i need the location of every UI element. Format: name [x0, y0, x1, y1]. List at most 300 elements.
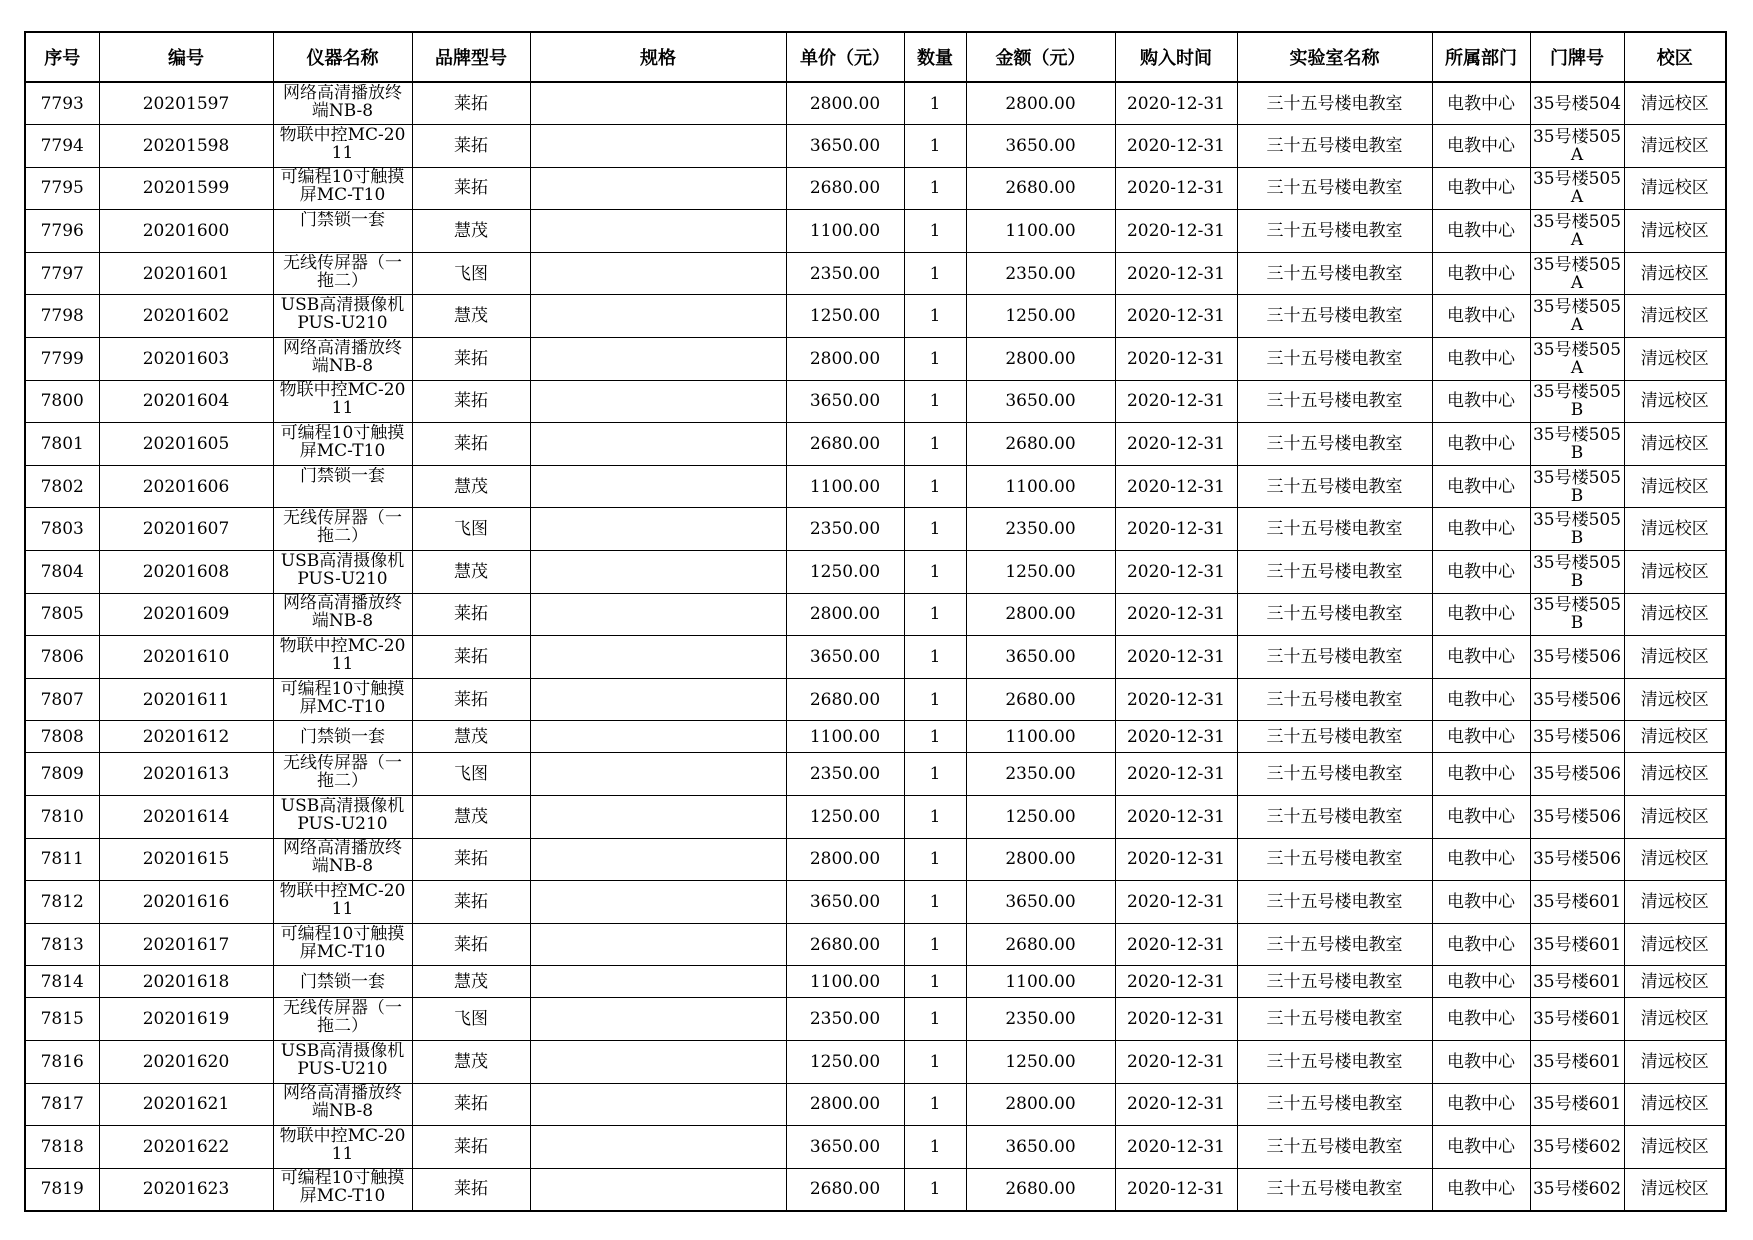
room-number-text: 35号楼505B	[1532, 553, 1622, 590]
cell-campus: 清远校区	[1624, 796, 1726, 839]
table-row	[25, 1083, 1726, 1126]
cell-brand: 莱拓	[412, 923, 530, 966]
cell-code: 20201620	[99, 1040, 273, 1083]
cell-lab: 三十五号楼电教室	[1237, 998, 1432, 1041]
cell-room	[1530, 1040, 1624, 1083]
table-row	[25, 1040, 1726, 1083]
cell-amount: 2800.00	[966, 1083, 1115, 1126]
asset-table	[24, 31, 1727, 1212]
cell-spec	[530, 881, 786, 924]
cell-amount: 2800.00	[966, 593, 1115, 636]
room-number-text: 35号楼602	[1532, 1180, 1622, 1199]
cell-room	[1530, 508, 1624, 551]
cell-price: 2680.00	[786, 423, 904, 466]
cell-date: 2020-12-31	[1115, 551, 1237, 594]
cell-seq: 7799	[25, 338, 99, 381]
cell-spec	[530, 508, 786, 551]
cell-qty: 1	[904, 678, 966, 721]
cell-code: 20201604	[99, 380, 273, 423]
cell-price: 1100.00	[786, 465, 904, 508]
cell-price: 3650.00	[786, 125, 904, 168]
cell-room	[1530, 167, 1624, 210]
cell-qty: 1	[904, 465, 966, 508]
cell-qty: 1	[904, 721, 966, 753]
cell-brand: 慧茂	[412, 966, 530, 998]
header-name: 仪器名称	[273, 32, 412, 82]
cell-name	[273, 167, 412, 210]
cell-date: 2020-12-31	[1115, 1040, 1237, 1083]
cell-brand: 莱拓	[412, 881, 530, 924]
cell-price: 1250.00	[786, 1040, 904, 1083]
cell-price: 3650.00	[786, 1126, 904, 1169]
cell-campus: 清远校区	[1624, 210, 1726, 253]
cell-room	[1530, 881, 1624, 924]
cell-code: 20201606	[99, 465, 273, 508]
cell-lab: 三十五号楼电教室	[1237, 82, 1432, 125]
cell-qty: 1	[904, 593, 966, 636]
table-row	[25, 721, 1726, 753]
room-number-text: 35号楼505A	[1532, 127, 1622, 164]
cell-dept: 电教中心	[1432, 508, 1530, 551]
cell-campus: 清远校区	[1624, 678, 1726, 721]
cell-lab: 三十五号楼电教室	[1237, 338, 1432, 381]
cell-lab: 三十五号楼电教室	[1237, 210, 1432, 253]
room-number-text: 35号楼506	[1532, 765, 1622, 784]
room-number-text: 35号楼506	[1532, 807, 1622, 826]
cell-brand: 莱拓	[412, 838, 530, 881]
cell-dept: 电教中心	[1432, 210, 1530, 253]
cell-seq: 7804	[25, 551, 99, 594]
cell-name	[273, 796, 412, 839]
cell-seq: 7809	[25, 753, 99, 796]
header-lab: 实验室名称	[1237, 32, 1432, 82]
cell-brand: 莱拓	[412, 125, 530, 168]
cell-room	[1530, 1168, 1624, 1211]
cell-spec	[530, 465, 786, 508]
cell-qty: 1	[904, 923, 966, 966]
cell-name	[273, 721, 412, 753]
cell-room	[1530, 998, 1624, 1041]
cell-amount: 3650.00	[966, 380, 1115, 423]
cell-spec	[530, 380, 786, 423]
cell-price: 1250.00	[786, 796, 904, 839]
cell-price: 2350.00	[786, 252, 904, 295]
cell-lab: 三十五号楼电教室	[1237, 295, 1432, 338]
room-number-text: 35号楼505A	[1532, 255, 1622, 292]
cell-brand: 飞图	[412, 508, 530, 551]
cell-seq: 7810	[25, 796, 99, 839]
cell-lab: 三十五号楼电教室	[1237, 593, 1432, 636]
cell-name	[273, 551, 412, 594]
cell-amount: 1250.00	[966, 1040, 1115, 1083]
cell-spec	[530, 210, 786, 253]
cell-lab: 三十五号楼电教室	[1237, 465, 1432, 508]
cell-qty: 1	[904, 295, 966, 338]
cell-code: 20201607	[99, 508, 273, 551]
cell-campus: 清远校区	[1624, 465, 1726, 508]
cell-qty: 1	[904, 338, 966, 381]
instrument-name-text: 门禁锁一套	[300, 971, 385, 992]
cell-campus: 清远校区	[1624, 295, 1726, 338]
cell-seq: 7808	[25, 721, 99, 753]
cell-name	[273, 923, 412, 966]
instrument-name-text: 门禁锁一套	[300, 466, 385, 486]
table-row	[25, 508, 1726, 551]
table-row	[25, 1126, 1726, 1169]
cell-lab: 三十五号楼电教室	[1237, 796, 1432, 839]
header-row	[25, 32, 1726, 82]
cell-name	[273, 838, 412, 881]
cell-amount: 2680.00	[966, 923, 1115, 966]
cell-campus: 清远校区	[1624, 551, 1726, 594]
cell-code: 20201608	[99, 551, 273, 594]
cell-spec	[530, 966, 786, 998]
cell-name	[273, 125, 412, 168]
cell-room	[1530, 966, 1624, 998]
cell-price: 2800.00	[786, 593, 904, 636]
cell-amount: 2350.00	[966, 753, 1115, 796]
cell-date: 2020-12-31	[1115, 423, 1237, 466]
cell-name	[273, 678, 412, 721]
cell-date: 2020-12-31	[1115, 593, 1237, 636]
cell-code: 20201603	[99, 338, 273, 381]
cell-campus: 清远校区	[1624, 1083, 1726, 1126]
cell-price: 1100.00	[786, 966, 904, 998]
cell-room	[1530, 338, 1624, 381]
cell-seq: 7817	[25, 1083, 99, 1126]
cell-seq: 7797	[25, 252, 99, 295]
cell-seq: 7811	[25, 838, 99, 881]
cell-spec	[530, 1168, 786, 1211]
cell-room	[1530, 923, 1624, 966]
cell-campus: 清远校区	[1624, 423, 1726, 466]
cell-spec	[530, 252, 786, 295]
cell-spec	[530, 338, 786, 381]
header-brand: 品牌型号	[412, 32, 530, 82]
cell-code: 20201601	[99, 252, 273, 295]
instrument-name-text: USB高清摄像机PUS-U210	[280, 296, 405, 334]
cell-campus: 清远校区	[1624, 1126, 1726, 1169]
cell-dept: 电教中心	[1432, 423, 1530, 466]
cell-code: 20201602	[99, 295, 273, 338]
cell-qty: 1	[904, 1083, 966, 1126]
cell-amount: 3650.00	[966, 1126, 1115, 1169]
header-dept: 所属部门	[1432, 32, 1530, 82]
cell-brand: 莱拓	[412, 1168, 530, 1211]
cell-code: 20201598	[99, 125, 273, 168]
cell-dept: 电教中心	[1432, 465, 1530, 508]
cell-name	[273, 380, 412, 423]
cell-dept: 电教中心	[1432, 338, 1530, 381]
cell-room	[1530, 796, 1624, 839]
cell-campus: 清远校区	[1624, 167, 1726, 210]
cell-price: 2800.00	[786, 82, 904, 125]
cell-lab: 三十五号楼电教室	[1237, 1083, 1432, 1126]
room-number-text: 35号楼506	[1532, 850, 1622, 869]
cell-seq: 7796	[25, 210, 99, 253]
room-number-text: 35号楼505B	[1532, 511, 1622, 548]
cell-code: 20201600	[99, 210, 273, 253]
instrument-name-text: 可编程10寸触摸屏MC-T10	[280, 924, 405, 962]
cell-spec	[530, 295, 786, 338]
cell-amount: 2800.00	[966, 838, 1115, 881]
cell-spec	[530, 551, 786, 594]
cell-code: 20201609	[99, 593, 273, 636]
cell-lab: 三十五号楼电教室	[1237, 721, 1432, 753]
instrument-name-text: 无线传屏器（一拖二）	[283, 754, 402, 792]
cell-brand: 莱拓	[412, 593, 530, 636]
cell-spec	[530, 82, 786, 125]
cell-dept: 电教中心	[1432, 881, 1530, 924]
cell-dept: 电教中心	[1432, 1126, 1530, 1169]
header-qty: 数量	[904, 32, 966, 82]
table-row	[25, 881, 1726, 924]
cell-qty: 1	[904, 167, 966, 210]
cell-amount: 1100.00	[966, 966, 1115, 998]
table-row	[25, 252, 1726, 295]
cell-spec	[530, 753, 786, 796]
cell-date: 2020-12-31	[1115, 82, 1237, 125]
instrument-name-text: USB高清摄像机PUS-U210	[280, 796, 405, 834]
cell-spec	[530, 838, 786, 881]
room-number-text: 35号楼505B	[1532, 596, 1622, 633]
cell-seq: 7802	[25, 465, 99, 508]
room-number-text: 35号楼506	[1532, 727, 1622, 746]
cell-room	[1530, 593, 1624, 636]
cell-seq: 7794	[25, 125, 99, 168]
cell-lab: 三十五号楼电教室	[1237, 423, 1432, 466]
cell-code: 20201616	[99, 881, 273, 924]
cell-price: 1100.00	[786, 210, 904, 253]
cell-amount: 3650.00	[966, 636, 1115, 679]
cell-dept: 电教中心	[1432, 82, 1530, 125]
table-row	[25, 923, 1726, 966]
cell-qty: 1	[904, 1040, 966, 1083]
cell-name	[273, 508, 412, 551]
instrument-name-text: 门禁锁一套	[300, 211, 385, 231]
cell-lab: 三十五号楼电教室	[1237, 125, 1432, 168]
cell-lab: 三十五号楼电教室	[1237, 380, 1432, 423]
cell-campus: 清远校区	[1624, 1168, 1726, 1211]
cell-spec	[530, 923, 786, 966]
cell-dept: 电教中心	[1432, 252, 1530, 295]
cell-date: 2020-12-31	[1115, 1168, 1237, 1211]
table-row	[25, 338, 1726, 381]
table-row	[25, 998, 1726, 1041]
cell-dept: 电教中心	[1432, 295, 1530, 338]
table-row	[25, 380, 1726, 423]
cell-dept: 电教中心	[1432, 1083, 1530, 1126]
cell-amount: 2800.00	[966, 338, 1115, 381]
cell-date: 2020-12-31	[1115, 338, 1237, 381]
cell-qty: 1	[904, 838, 966, 881]
cell-date: 2020-12-31	[1115, 636, 1237, 679]
cell-code: 20201617	[99, 923, 273, 966]
cell-date: 2020-12-31	[1115, 1126, 1237, 1169]
cell-date: 2020-12-31	[1115, 796, 1237, 839]
cell-brand: 慧茂	[412, 295, 530, 338]
cell-seq: 7795	[25, 167, 99, 210]
cell-qty: 1	[904, 210, 966, 253]
cell-spec	[530, 998, 786, 1041]
cell-room	[1530, 423, 1624, 466]
cell-dept: 电教中心	[1432, 721, 1530, 753]
cell-date: 2020-12-31	[1115, 881, 1237, 924]
cell-brand: 慧茂	[412, 796, 530, 839]
cell-name	[273, 295, 412, 338]
cell-dept: 电教中心	[1432, 796, 1530, 839]
cell-amount: 1250.00	[966, 796, 1115, 839]
cell-seq: 7807	[25, 678, 99, 721]
cell-name	[273, 1083, 412, 1126]
cell-amount: 1100.00	[966, 721, 1115, 753]
cell-campus: 清远校区	[1624, 753, 1726, 796]
instrument-name-text: 网络高清播放终端NB-8	[283, 839, 402, 877]
cell-date: 2020-12-31	[1115, 678, 1237, 721]
cell-campus: 清远校区	[1624, 338, 1726, 381]
cell-brand: 飞图	[412, 753, 530, 796]
cell-brand: 莱拓	[412, 167, 530, 210]
table-row	[25, 423, 1726, 466]
cell-code: 20201605	[99, 423, 273, 466]
cell-price: 1100.00	[786, 721, 904, 753]
cell-code: 20201621	[99, 1083, 273, 1126]
cell-lab: 三十五号楼电教室	[1237, 838, 1432, 881]
table-body	[25, 82, 1726, 1211]
cell-campus: 清远校区	[1624, 82, 1726, 125]
cell-room	[1530, 125, 1624, 168]
cell-dept: 电教中心	[1432, 125, 1530, 168]
cell-amount: 2680.00	[966, 1168, 1115, 1211]
room-number-text: 35号楼504	[1532, 94, 1622, 113]
cell-name	[273, 636, 412, 679]
cell-brand: 慧茂	[412, 551, 530, 594]
cell-spec	[530, 593, 786, 636]
cell-spec	[530, 796, 786, 839]
instrument-name-text: 可编程10寸触摸屏MC-T10	[280, 1169, 405, 1207]
cell-name	[273, 998, 412, 1041]
cell-qty: 1	[904, 551, 966, 594]
cell-qty: 1	[904, 881, 966, 924]
instrument-name-text: 门禁锁一套	[300, 726, 385, 747]
instrument-name-text: 物联中控MC-2011	[279, 637, 406, 675]
cell-name	[273, 966, 412, 998]
cell-dept: 电教中心	[1432, 593, 1530, 636]
table-row	[25, 167, 1726, 210]
cell-amount: 1250.00	[966, 551, 1115, 594]
cell-brand: 飞图	[412, 252, 530, 295]
room-number-text: 35号楼505A	[1532, 213, 1622, 250]
cell-qty: 1	[904, 380, 966, 423]
cell-spec	[530, 167, 786, 210]
cell-campus: 清远校区	[1624, 125, 1726, 168]
cell-campus: 清远校区	[1624, 593, 1726, 636]
cell-amount: 2680.00	[966, 678, 1115, 721]
cell-seq: 7814	[25, 966, 99, 998]
instrument-name-text: USB高清摄像机PUS-U210	[280, 551, 405, 589]
cell-price: 2800.00	[786, 338, 904, 381]
cell-brand: 莱拓	[412, 423, 530, 466]
room-number-text: 35号楼602	[1532, 1137, 1622, 1156]
header-date: 购入时间	[1115, 32, 1237, 82]
cell-room	[1530, 551, 1624, 594]
cell-brand: 莱拓	[412, 338, 530, 381]
cell-amount: 1250.00	[966, 295, 1115, 338]
cell-dept: 电教中心	[1432, 923, 1530, 966]
cell-qty: 1	[904, 636, 966, 679]
cell-room	[1530, 1126, 1624, 1169]
cell-dept: 电教中心	[1432, 1040, 1530, 1083]
cell-lab: 三十五号楼电教室	[1237, 966, 1432, 998]
header-campus: 校区	[1624, 32, 1726, 82]
cell-name	[273, 881, 412, 924]
header-seq: 序号	[25, 32, 99, 82]
cell-price: 2680.00	[786, 167, 904, 210]
cell-amount: 3650.00	[966, 125, 1115, 168]
cell-price: 3650.00	[786, 636, 904, 679]
room-number-text: 35号楼601	[1532, 1095, 1622, 1114]
cell-seq: 7816	[25, 1040, 99, 1083]
cell-qty: 1	[904, 82, 966, 125]
cell-dept: 电教中心	[1432, 380, 1530, 423]
cell-name	[273, 1126, 412, 1169]
instrument-name-text: 网络高清播放终端NB-8	[283, 338, 402, 376]
cell-lab: 三十五号楼电教室	[1237, 252, 1432, 295]
table-row	[25, 753, 1726, 796]
cell-code: 20201619	[99, 998, 273, 1041]
cell-date: 2020-12-31	[1115, 465, 1237, 508]
cell-amount: 2680.00	[966, 423, 1115, 466]
cell-qty: 1	[904, 1126, 966, 1169]
cell-amount: 1100.00	[966, 465, 1115, 508]
cell-brand: 慧茂	[412, 721, 530, 753]
cell-qty: 1	[904, 966, 966, 998]
cell-campus: 清远校区	[1624, 998, 1726, 1041]
cell-price: 3650.00	[786, 881, 904, 924]
room-number-text: 35号楼601	[1532, 935, 1622, 954]
cell-brand: 慧茂	[412, 465, 530, 508]
cell-seq: 7813	[25, 923, 99, 966]
table-row	[25, 82, 1726, 125]
cell-seq: 7805	[25, 593, 99, 636]
room-number-text: 35号楼506	[1532, 690, 1622, 709]
cell-spec	[530, 1040, 786, 1083]
header-room: 门牌号	[1530, 32, 1624, 82]
table-row	[25, 678, 1726, 721]
cell-brand: 莱拓	[412, 82, 530, 125]
instrument-name-text: 网络高清播放终端NB-8	[283, 1084, 402, 1122]
cell-code: 20201618	[99, 966, 273, 998]
cell-campus: 清远校区	[1624, 508, 1726, 551]
cell-campus: 清远校区	[1624, 881, 1726, 924]
header-amount: 金额（元）	[966, 32, 1115, 82]
cell-code: 20201623	[99, 1168, 273, 1211]
room-number-text: 35号楼505A	[1532, 170, 1622, 207]
cell-seq: 7819	[25, 1168, 99, 1211]
cell-date: 2020-12-31	[1115, 966, 1237, 998]
cell-code: 20201612	[99, 721, 273, 753]
cell-spec	[530, 423, 786, 466]
cell-room	[1530, 721, 1624, 753]
cell-price: 2680.00	[786, 1168, 904, 1211]
cell-seq: 7798	[25, 295, 99, 338]
room-number-text: 35号楼506	[1532, 648, 1622, 667]
cell-dept: 电教中心	[1432, 966, 1530, 998]
cell-date: 2020-12-31	[1115, 252, 1237, 295]
cell-lab: 三十五号楼电教室	[1237, 636, 1432, 679]
cell-campus: 清远校区	[1624, 721, 1726, 753]
instrument-name-text: 可编程10寸触摸屏MC-T10	[280, 679, 405, 717]
